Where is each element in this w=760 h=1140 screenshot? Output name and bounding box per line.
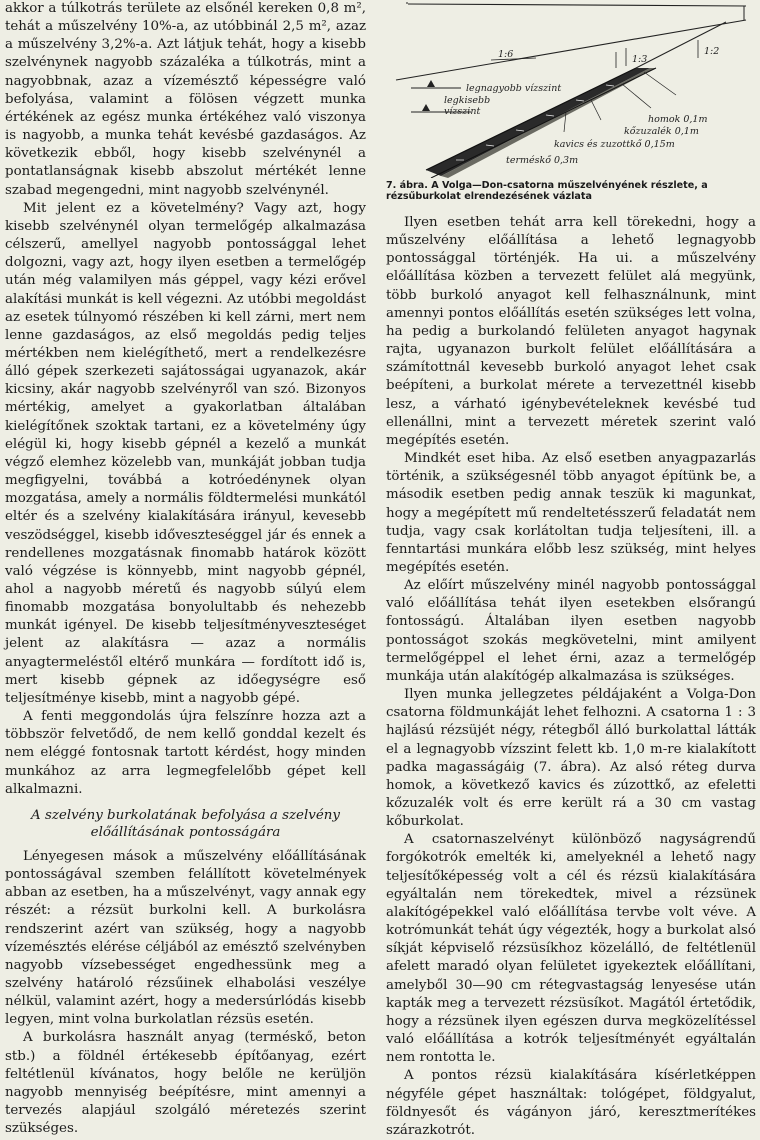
layer-label: kőzuzalék 0,1m [624, 126, 699, 137]
figure-caption: 7. ábra. A Volga—Don-csatorna műszelvényének részlete, a rézsűburkolat elrendezésének vázlata [386, 180, 708, 202]
left-column [5, 0, 366, 1138]
water-level-marker-icon [422, 104, 430, 111]
paragraph: A fenti meggondolás újra felszínre hozza azt a többször felvetődő, de nem kellő gonddal kezelt és nem eléggé fontosnak tartott kérdést, hogy minden munkához az arra legmegfelelőbb gépet kell alkalmazni. [5, 709, 366, 797]
slope-label: 1:3 [632, 54, 648, 65]
paragraph: Ilyen esetben tehát arra kell törekedni, hogy a műszelvény előállítása a lehető legnagyobb pontossággal történjék. Ha ui. a műszelvény előállítása közben a tervezett felület alá megyünk, több burkoló anyagot kell felhasználnunk, mint amennyi pontos előállítás esetén szükséges lett volna, ha pedig a burkolandó felületen anyagot hagynak rajta, ugyanazon burkolt felület előállítására a számítottnál kevesebb burkoló anyagot lehet csak beépíteni, a burkolat mérete a tervezettnél kisebb lesz, a várható igénybevételeknek kevésbé tud ellenállni, mint a tervezett méretek szerint való megépítés esetén. [386, 215, 756, 448]
layer-label: kavics és zuzottkő 0,15m [554, 139, 675, 150]
layer-label: terméskő 0,3m [506, 155, 579, 166]
paragraph: Ilyen munka jellegzetes példájaként a Volga-Don csatorna földmunkáját lehet felhozni. A csatorna 1 : 3 hajlású rézsüjét négy, rétegből álló burkolattal látták el a legnagyobb vízszint felett kb. 1,0 m-re kialakított padka magasságáig (7. ábra). Az alsó réteg durva homok, a következő kavics és zúzottkő, az efeletti kőzuzalék volt és erre került rá a 30 cm vastag kőburkolat. [386, 687, 756, 830]
section-heading: A szelvény burkolatának befolyása a szelvény előállításának pontosságára [31, 807, 340, 840]
slope-label: 1:2 [704, 46, 720, 57]
paragraph: A burkolásra használt anyag (terméskő, beton stb.) a földnél értékesebb építőanyag, ezért feltétlenül kívánatos, hogy belőle ne kerüljön nagyobb mennyiség beépítésre, mint amennyi a tervezés alapjául szolgáló méretezés szerint szükséges. [5, 1030, 366, 1137]
water-level-label: legkisebb [444, 95, 491, 106]
paragraph: Az előírt műszelvény minél nagyobb pontossággal való előállítása tehát ilyen esetekben elsőrangú fontosságú. Általában ilyen esetben nagyobb pontosságot szokás megkövetelni, mint amilyent termelőgéppel el lehet érni, azaz a termelőgép munkája után alakítógép alkalmazása is szükséges. [386, 578, 756, 684]
cross-section-drawing [386, 0, 756, 178]
slope-line-1-6 [396, 20, 746, 80]
water-level-label: vízszint [444, 106, 481, 117]
water-level-marker-icon [427, 80, 435, 87]
slope-label: 1:6 [498, 49, 514, 60]
paragraph: A pontos rézsü kialakítására kísérletképpen négyféle gépet használtak: tológépet, földgyalut, földnyesőt és vágányon járó, keresztmerítékes szárazkotrót. [386, 1068, 756, 1138]
right-column [386, 0, 756, 1140]
paragraph: Mit jelent ez a követelmény? Vagy azt, hogy kisebb szelvénynél olyan termelőgép alkalmazása célszerű, amellyel nagyobb pontossággal lehet dolgozni, vagy azt, hogy ilyen esetben a termelőgép után még valamilyen más géppel, vagy kézi erővel alakítási munkát is kell végezni. Az utóbbi megoldást az esetek túlnyomó részében ki kell zárni, mert nem lenne gazdaságos, az első megoldás pedig teljes mértékben nem kielégíthető, mert a rendelkezésre álló gépek szerkezeti sajátosságai ugyanazok, akár kicsiny, akár nagyobb szelvényről van szó. Bizonyos mértékig, amelyet a gyakorlatban általában kielégítőnek szoktak tartani, ez a követelmény úgy elégül ki, hogy kisebb gépnél a kezelő a munkát végző elemhez közelebb van, munkáját jobban tudja megfigyelni, továbbá a kotróedénynek olyan mozgatása, amely a normális földtermelési munkától eltér és a szelvény kialakítására irányul, kevesebb veszödséggel, kisebb időveszteséggel jár és ennek a rendellenes mozgatásnak finomabb határok között való végzése is könnyebb, mint nagyobb gépnél, ahol a nagyobb méretű és nagyobb súlyú elem finomabb mozgatása bonyolultabb és nehezebb munkát igényel. De kisebb teljesítményveszteséget jelent az alakításra — azaz a normális anyagtermeléstől eltérő munkára — fordított idő is, mert kisebb gépnek az időegységre eső teljesítménye kisebb, mint a nagyobb gépé. [5, 200, 366, 706]
ground-line [408, 4, 746, 6]
paragraph: akkor a túlkotrás területe az elsőnél kereken 0,8 m², tehát a műszelvény 10%-a, az utóbbinál 2,5 m², azaz a műszelvény 3,2%-a. Azt látjuk tehát, hogy a kisebb szelvénynek nagyobb százaléka a túlkotrás, mint a nagyobbnak, azaz a vízemésztő képességre való befolyása, valamint a fölösen végzett munka értékének az egész munka értékéhez való viszonya is nagyobb, a munka tehát kevésbé gazdaságos. Az következik ebből, hogy kisebb szelvénynél a pontatlanságnak kisebb abszolut mértékét lenne szabad megengedni, mint nagyobb szelvénynél. [5, 1, 366, 198]
paragraph: A csatornaszelvényt különböző nagyságrendű forgókotrók emelték ki, amelyeknél a lehető nagy teljesítőképesség volt a cél és rézsü kialakítására egyáltalán nem törekedtek, mivel a rézsünek alakítógépekkel való előállítása tervbe volt véve. A kotrómunkát tehát úgy végezték, hogy a burkolat alsó síkját képviselő rézsüsíkhoz közelálló, de feltétlenül afelett maradó olyan felületet igyekeztek előállítani, amelyből 30—90 cm rétegvastagság lenyesése után kapták meg a tervezett rézsüsíkot. Magától értetődik, hogy a rézsünek ilyen egészen durva megközelítéssel való előállítása a kotrók teljesítményét egyáltalán nem rontotta le. [386, 832, 756, 1066]
canal-cross-section-figure [386, 0, 756, 202]
paragraph: Lényegesen mások a műszelvény előállításának pontosságával szemben felállított követelmények abban az esetben, ha a műszelvényt, vagy annak egy részét: a rézsüt burkolni kell. A burkolásra rendszerint azért van szükség, hogy a nagyobb vízemésztés elérése céljából az emésztő szelvényben nagyobb vízsebességet engedhessünk meg a szelvény határoló rézsűinek elhabolási veszélye nélkül, valamint azért, hogy a medersúrlódás kisebb legyen, mint volna burkolatlan rézsüs esetén. [5, 848, 366, 1028]
layer-label: homok 0,1m [648, 114, 708, 125]
paragraph: Mindkét eset hiba. Az első esetben anyagpazarlás történik, a szükségesnél több anyagot építünk be, a második esetben pedig annak teszük ki magunkat, hogy a megépített mű rendeltetésszerű feladatát nem tudja, vagy csak korlátoltan tudja teljesíteni, ill. a fenntartási munkára előbb lesz szükség, mint helyes megépítés esetén. [386, 451, 756, 575]
water-level-label: legnagyobb vízszint [466, 83, 562, 94]
